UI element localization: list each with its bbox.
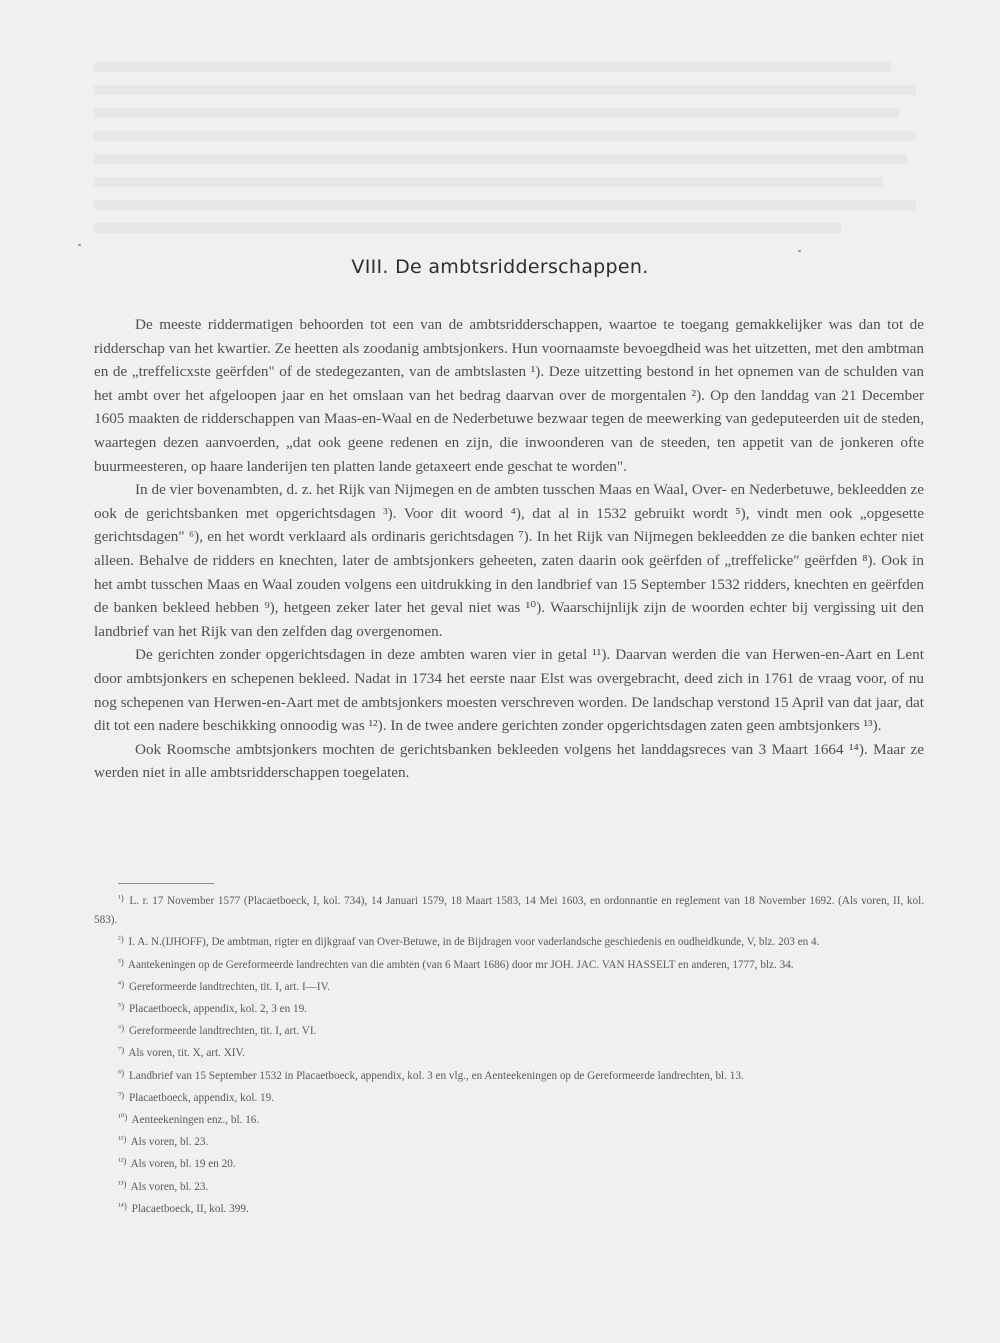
footnote [94,1108,924,1130]
footnote-text: Gereformeerde landtrechten, tit. I, art. I—IV. [128,980,331,993]
footnote-mark: ⁵) [118,1001,125,1012]
footnote-mark: ³) [118,956,124,967]
footnote [94,1197,924,1219]
footnote-mark: ¹) [118,893,124,903]
footnote [94,930,924,952]
footnote-mark: ⁷) [118,1045,125,1056]
footnote-text: Als voren, tit. X, art. XIV. [128,1047,245,1060]
paragraph: Ook Roomsche ambtsjonkers mochten de gerichtsbanken bekleeden volgens het landdagsreces van 3 Maart 1664 ¹⁴). Maar ze werden niet in alle ambtsridderschappen toegelaten. [94,740,924,782]
footnote-mark: ¹¹) [118,1134,127,1145]
footnotes [94,889,924,1219]
footnote [94,1064,924,1086]
footnote-mark: ⁶) [118,1023,125,1034]
paper-speck [78,244,81,246]
footnote-mark: ¹³) [118,1178,127,1189]
footnote [94,1130,924,1152]
paragraph: De meeste riddermatigen behoorden tot een van de ambtsridderschappen, waartoe te toegang gemakkelijker was dan tot de ridderschap van het kwartier. Ze heetten als zoodanig ambtsjonkers. Hun voornaamste bevoegdheid was het uitzetten, met den ambtman en de „treffelicxste geërfden" of de stedegezanten, van de ambtslasten ¹). Deze uitzetting bestond in het opnemen van de schulden van het ambt over het afgeloopen jaar en het omslaan van het bedrag daarvan over de morgentalen ²). Op den landdag van 21 December 1605 maakten de ridderschappen van Maas-en-Waal en de Nederbetuwe bezwaar tegen de meewerking van gedeputeerden uit de steden, waartegen dezen aanvoerden, „dat ook geene redenen en zijn, die inwoonderen van de steeden, ten appetit van de jonkeren ofte buurmeesteren, op haare landerijen ten platten lande getaxeert ende geschat te worden". [94,316,924,475]
footnote-text: Als voren, bl. 19 en 20. [130,1158,236,1171]
footnote-text: I. A. N.(IJHOFF), De ambtman, rigter en dijkgraaf van Over-Betuwe, in de Bijdragen voor vaderlandsche geschiedenis en oudheidkunde, V, blz. 203 en 4. [128,936,820,949]
footnote-text: Landbrief van 15 September 1532 in Placaetboeck, appendix, kol. 3 en vlg., en Aenteekeningen op de Gereformeerde landrechten, bl. 13. [128,1069,744,1082]
paragraph: De gerichten zonder opgerichtsdagen in deze ambten waren vier in getal ¹¹). Daarvan werden die van Herwen-en-Aart en Lent door ambtsjonkers en schepenen bekleed. Nadat in 1734 het eerste naar Elst was overgebracht, deed zich in 1761 de vraag voor, of nu nog schepenen van Herwen-en-Aart met de ambtsjonkers moesten verschreven worden. De landschap verstond 15 April van dat jaar, dat dit tot een nadere beschikking onnoodig was ¹²). In de twee andere gerichten zonder opgerichtsdagen zaten geen ambtsjonkers ¹³). [94,646,924,735]
footnote-text: Gereformeerde landtrechten, tit. I, art. VI. [128,1025,317,1038]
footnote-text: Placaetboeck, appendix, kol. 19. [128,1091,275,1104]
footnote [94,1019,924,1041]
footnote-text: Placaetboeck, II, kol. 399. [131,1202,249,1215]
chapter-body [94,313,924,785]
footnote-mark: ⁹) [118,1089,125,1100]
footnote [94,997,924,1019]
footnote-mark: ²) [118,934,124,945]
chapter-title: VIII. De ambtsridderschappen. [351,256,649,278]
footnote-text: Aenteekeningen enz., bl. 16. [131,1114,260,1127]
footnote [94,975,924,997]
footnote-mark: ¹²) [118,1156,127,1167]
footnote-mark: ¹⁰) [118,1112,128,1123]
footnote-mark: ⁸) [118,1067,125,1078]
footnote-text: L. r. 17 November 1577 (Placaetboeck, I, kol. 734), 14 Januari 1579, 18 Maart 1583, 14 Mei 1603, en ordonnantie en reglement van 18 November 1692. (Als voren, II, kol. 583). [94,895,925,927]
footnote [94,1041,924,1063]
footnote-mark: ⁴) [118,978,125,989]
footnote-text: Aantekeningen op de Gereformeerde landrechten van die ambten (van 6 Maart 1686) door mr JOH. JAC. VAN HASSELT en anderen, 1777, blz. 34. [127,958,794,971]
footnote [94,1086,924,1108]
footnote-text: Als voren, bl. 23. [130,1180,209,1193]
footnote [94,889,924,930]
footnote [94,1175,924,1197]
footnote [94,953,924,975]
footnote-mark: ¹⁴) [118,1200,127,1211]
paper-speck [798,250,801,252]
footnote-divider [118,883,214,884]
paragraph: In de vier bovenambten, d. z. het Rijk van Nijmegen en de ambten tusschen Maas en Waal, Over- en Nederbetuwe, bekleedden ze ook de gerichtsbanken met opgerichtsdagen ³). Voor dit woord ⁴), dat al in 1532 gebruikt wordt ⁵), vindt men ook „opgesette gerichtsdagen" ⁶), en het wordt verklaard als ordinaris gerichtsdagen ⁷). In het Rijk van Nijmegen bekleedden ze die banken echter niet alleen. Behalve de ridders en knechten, later de ambtsjonkers geheeten, zaten daarin ook geërfden of „treffelicke" geërfden ⁸). Ook in het ambt tusschen Maas en Waal zouden volgens een uitdrukking in den landbrief van 15 September 1532 ridders, knechten en geërfden de banken bekleed hebben ⁹), hetgeen zeker later het geval niet was ¹⁰). Waarschijnlijk zijn de woorden echter bij vergissing uit den landbrief van het Rijk van den zelfden dag overgenomen. [94,481,924,640]
footnote-text: Placaetboeck, appendix, kol. 2, 3 en 19. [128,1003,307,1016]
footnote-text: Als voren, bl. 23. [130,1136,209,1149]
footnote [94,1152,924,1174]
bleed-through-text [94,62,924,252]
